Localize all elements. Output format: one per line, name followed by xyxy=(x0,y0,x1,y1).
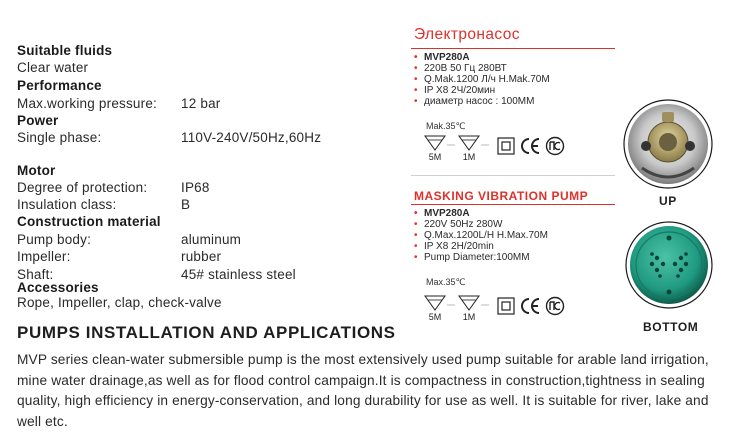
pressure-label: Max.working pressure: xyxy=(17,96,157,111)
accessories-value: Rope, Impeller, clap, check-valve xyxy=(17,295,222,310)
depth-triangle-icon xyxy=(423,294,457,312)
label-ru-rule xyxy=(411,48,615,49)
pump-bottom-photo xyxy=(624,220,714,310)
pressure-value: 12 bar xyxy=(181,96,221,111)
label-ru-max-temp: Mak.35℃ xyxy=(426,121,466,131)
motor-heading: Motor xyxy=(17,163,56,178)
impeller-label: Impeller: xyxy=(17,249,71,264)
power-heading: Power xyxy=(17,113,59,128)
ce-mark-icon xyxy=(521,137,541,155)
pump-top-photo xyxy=(622,98,714,190)
label-ru-depth2: 1M xyxy=(462,152,476,162)
label-en-depth1: 5M xyxy=(428,312,442,322)
label-ru-item: • Q.Mak.1200 Л/ч H.Mak.70M xyxy=(414,74,550,85)
phase-label: Single phase: xyxy=(17,130,102,145)
pressure-row xyxy=(17,95,407,112)
shaft-label: Shaft: xyxy=(17,267,54,282)
phase-row xyxy=(17,129,407,146)
label-ru-item: • 220В 50 Гц 280ВТ xyxy=(414,63,550,74)
depth-triangle-icon xyxy=(423,134,457,152)
label-en-item: • IP X8 2H/20min xyxy=(414,241,548,252)
construction-heading: Construction material xyxy=(17,214,161,229)
section-title: PUMPS INSTALLATION AND APPLICATIONS xyxy=(17,323,396,342)
impeller-row xyxy=(17,248,407,265)
depth-triangle-icon xyxy=(457,134,491,152)
label-ru-item: • MVP280A xyxy=(414,52,550,63)
insulation-value: B xyxy=(181,197,191,212)
insulation-row xyxy=(17,196,407,213)
protection-label: Degree of protection: xyxy=(17,180,148,195)
fluids-heading: Suitable fluids xyxy=(17,43,113,58)
label-en-depth2: 1M xyxy=(462,312,476,322)
phase-value: 110V-240V/50Hz,60Hz xyxy=(181,130,322,145)
body-label: Pump body: xyxy=(17,232,92,247)
label-en-rule xyxy=(411,204,615,205)
body-row xyxy=(17,231,407,248)
impeller-value: rubber xyxy=(181,249,222,264)
performance-heading: Performance xyxy=(17,78,102,93)
shaft-value: 45# stainless steel xyxy=(181,267,296,282)
label-divider xyxy=(411,175,615,176)
bottom-label: BOTTOM xyxy=(643,320,699,334)
label-en-item: • Pump Diameter:100MM xyxy=(414,252,548,263)
label-en-item: • 220V 50Hz 280W xyxy=(414,219,548,230)
fluids-value: Clear water xyxy=(17,60,89,75)
accessories-heading: Accessories xyxy=(17,280,99,295)
protection-row xyxy=(17,179,407,196)
description-paragraph: MVP series clean-water submersible pump is the most extensively used pump suitable for arable land irrigation, mine water drainage,as well as for flood control campaign.It is compactness in construction,tightness in sealing quality, high efficiency in energy-conservation, and long durability for use as well. It is suitable for river, lake and well etc. xyxy=(17,352,709,429)
label-en-item: • MVP280A xyxy=(414,208,548,219)
label-ru-item: • диаметр насос : 100MM xyxy=(414,96,550,107)
depth-triangle-icon xyxy=(457,294,491,312)
eac-pct-icon xyxy=(545,136,565,156)
up-label: UP xyxy=(659,194,677,208)
double-insulation-icon xyxy=(497,297,515,315)
label-en-title: MASKING VIBRATION PUMP xyxy=(414,189,589,203)
label-en-item: • Q.Max.1200L/H H.Max.70M xyxy=(414,230,548,241)
label-en-max-temp: Max.35℃ xyxy=(426,277,466,287)
ce-mark-icon xyxy=(521,297,541,315)
insulation-label: Insulation class: xyxy=(17,197,117,212)
label-ru-list xyxy=(414,52,550,107)
label-ru-item: • IP X8 2Ч/20мин xyxy=(414,85,550,96)
eac-pct-icon xyxy=(545,296,565,316)
label-ru-title: Электронасос xyxy=(414,26,520,43)
label-en-list xyxy=(414,208,548,263)
label-ru-depth1: 5M xyxy=(428,152,442,162)
double-insulation-icon xyxy=(497,137,515,155)
body-value: aluminum xyxy=(181,232,242,247)
protection-value: IP68 xyxy=(181,180,210,195)
